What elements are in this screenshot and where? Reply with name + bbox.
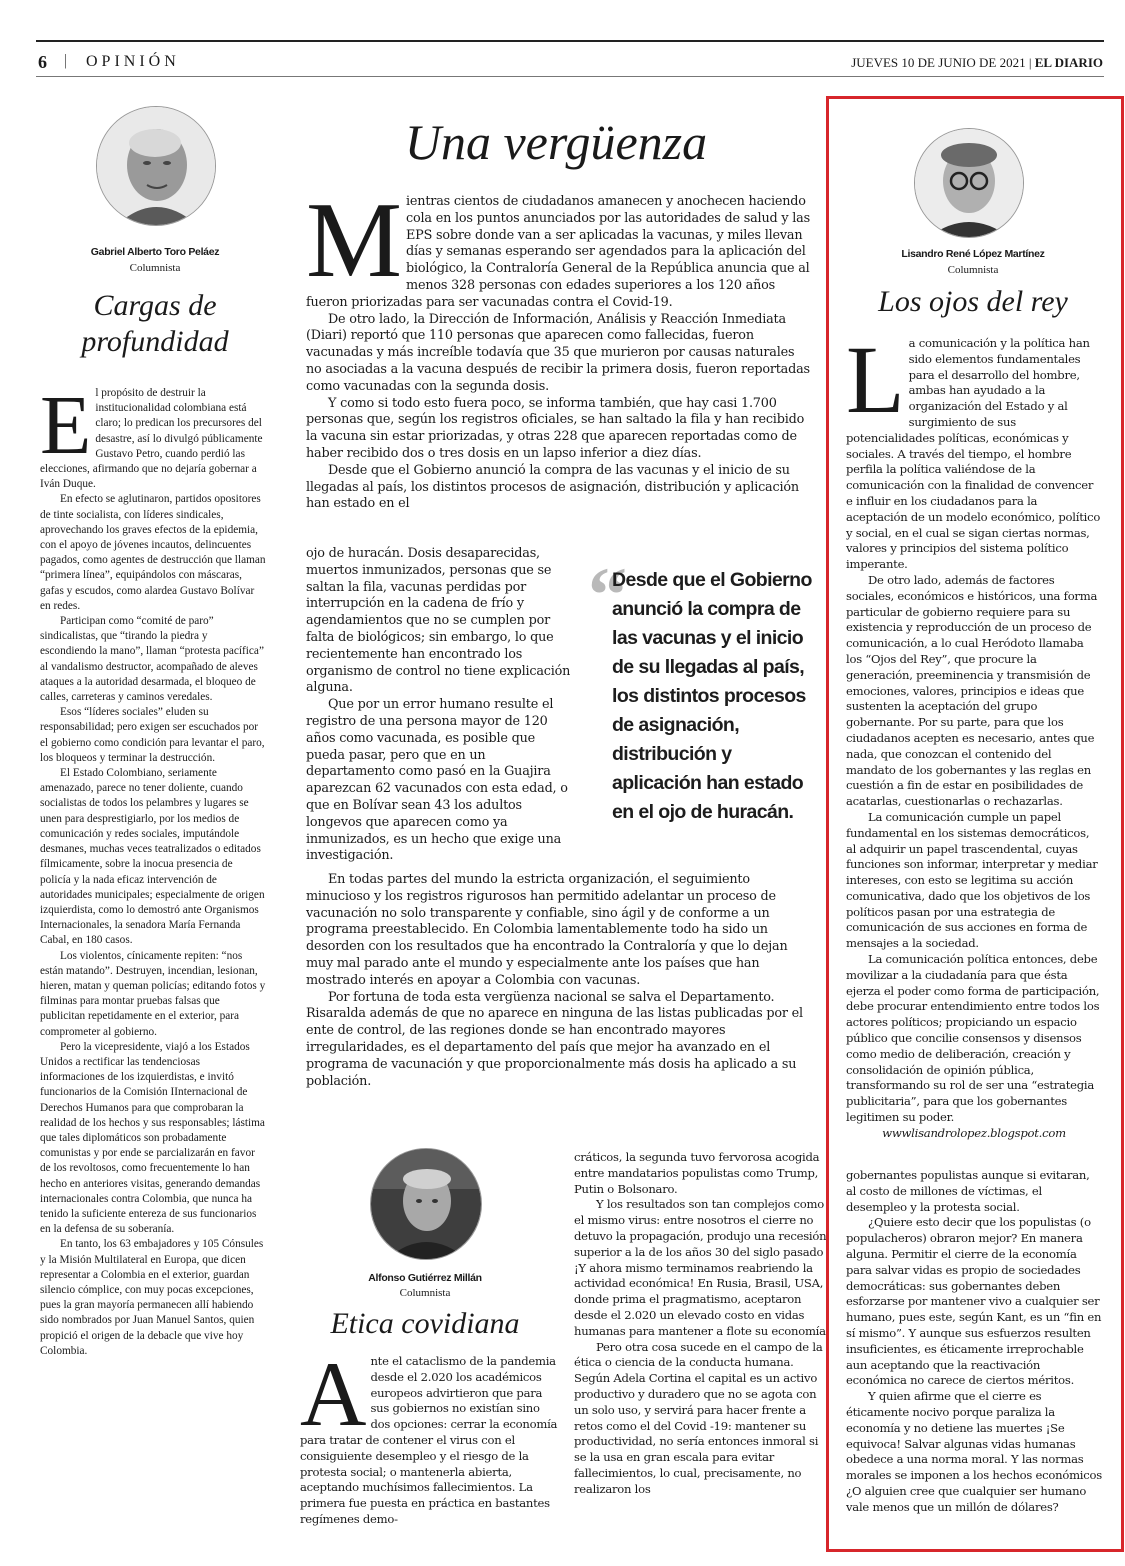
article-body-right (846, 326, 1102, 1142)
header-bottom-rule (36, 76, 1104, 77)
column-title-left: Cargas de profundidad (81, 289, 229, 358)
portrait-icon (371, 1149, 481, 1259)
header-top-rule (36, 40, 1104, 42)
paragraph: Participan como “comité de paro” sindicalistas, que “tirando la piedra y escondiendo la mano”, llaman “protesta pacífica” al vandalismo destructor, acompañado de aleves ataques a la autoridad desarmada, el bloqueo de calles, carreteras y caminos veredales. (40, 615, 264, 704)
quote-mark-icon: “ (588, 551, 627, 638)
dropcap-left: E (40, 379, 92, 472)
dateline: JUEVES 10 DE JUNIO DE 2021 | EL DIARIO (851, 55, 1103, 70)
paragraph: Y los resultados son tan complejos como el mismo virus: entre nosotros el cierre no detuvo la propagación, produjo una recesión superior a la de los años 30 del siglo pasado ¡Y ahora mismo terminamos reabriendo la actividad económica! En Rusia, Brasil, USA, donde prima el pragmatismo, aceptaron desde el 2.020 un elevado costo en vidas humanas para mantener a flote su economía. (574, 1197, 830, 1338)
article-body-main-end (306, 872, 812, 1090)
paragraph: En tanto, los 63 embajadores y 105 Cónsules y la Misión Multilateral en Europa, que dicen representar a Colombia en el exterior, guardan silencio cómplice, con muy pocas excepciones, pues la gran mayoría permanecen allí habiendo sido nombrados por Juan Manuel Santos, quien propició el origen de la debacle que vive hoy Colombia. (40, 1238, 264, 1357)
paragraph: ientras cientos de ciudadanos amanecen y anochecen haciendo cola en los puntos anunciados por las autoridades de salud y las EPS sobre donde van a ser aplicadas la vacunas, y miles llevan días y semanas esperando ser agendados para la aplicación del biológico, la Contraloría General de la República anuncia que al menos 328 personas con edades superiores a los 120 años fueron priorizadas para ser vacunadas contra el Covid-19. (306, 194, 810, 310)
article-body-main-narrow (306, 546, 572, 865)
paragraph: Pero otra cosa sucede en el campo de la ética o ciencia de la conducta humana. Según Adela Cortina el capital es un activo productivo y duradero que no se agota con un solo uso, y servirá para hacer frente a retos como el del Covid -19: mantener su productividad, no sería entonces inmoral si se la usa en gran escala para evitar fallecimientos, lo cual, precisamente, no realizaron los (574, 1339, 823, 1496)
paragraph: cráticos, la segunda tuvo fervorosa acogida entre mandatarios populistas como Trump, Putin o Bolsonaro. (574, 1150, 820, 1196)
article-title-main: Una vergüenza (404, 114, 708, 170)
section-name: OPINIÓN (86, 53, 180, 70)
paragraph: Pero la vicepresidente, viajó a los Estados Unidos a rectificar las tendenciosas informaciones de los izquierdistas, e invitó funcionarios de la Comisión IInternacional de Derechos Humanos para que comprobaran la realidad de los hechos y sus responsables; lástima que tales diplomáticos son probadamente comunistas y por ende se parcializarán en favor de los revoltosos, como frecuentemente lo han hecho en anteriores visitas, generando demandas internacionales contra Colombia, que nunca ha tenido la suficiente entereza de sus funcionarios en la defensa de su soberanía. (40, 1040, 265, 1236)
pullquote: Desde que el Gobierno anunció la compra de las vacunas y el inicio de su llegadas al país, los distintos procesos de asignación, distribución y aplicación han estado en el ojo de huracán. (612, 569, 812, 823)
paragraph: Esos “líderes sociales” eluden su responsabilidad; pero exigen ser escuchados por el gobierno como condición para levantar el paro, los bloqueos y terminar la destrucción. (40, 706, 265, 764)
paragraph: gobernantes populistas aunque si evitaran, al costo de millones de víctimas, el desempleo y la protesta social. (846, 1168, 1090, 1214)
author-photo-left (96, 106, 216, 226)
paragraph: El Estado Colombiano, seriamente amenazado, parece no tener doliente, cuando socialistas de todos los pelambres y lugares se unen para desprestigiarlo, por los medios de comunicación y redes sociales, imputándole desmanes, muchas veces teatralizados o editados fílmicamente, sobre la inocua presencia de policía y la nada eficaz intervención de autoridades municipales; especialmente de origen izquierdista, como lo demostró ante Organismos Internacionales, la senadora María Fernanda Cabal, en 180 casos. (40, 767, 265, 947)
paragraph: Y quien afirme que el cierre es éticamente nocivo porque paraliza la economía y no detiene las muertes ¡Se equivoca! Salvar algunas vidas humanas obedece a una norma moral. Y las normas morales se imponen a los hechos económicos ¿O alguien cree que cualquier ser humano vale menos que un millón de dólares? (846, 1389, 1102, 1514)
author-photo-bottom (370, 1148, 482, 1260)
dropcap-right: L (846, 326, 905, 433)
paragraph: Los violentos, cínicamente repiten: “nos están matando”. Destruyen, incendian, lesionan, hieren, matan y queman policías; editando fotos y filminas para montar pruebas falsas que publicitan repetidamente en el exterior, para comprometer al gobierno. (40, 949, 266, 1038)
article-body-left (40, 379, 266, 1359)
paragraph: Por fortuna de toda esta vergüenza nacional se salva el Departamento. Risaralda además de que no aparece en ninguna de las listas publicadas por el ente de control, de las regiones donde se han encontrado mayores irregularidades, es el departamento del país que mejor ha avanzado en el programa de vacunación y que proporcionalmente más dosis ha aplicado a su población. (306, 989, 803, 1089)
paragraph: ¿Quiere esto decir que los populistas (o populacheros) obraron mejor? En manera alguna. Permitir el cierre de la economía para salvar vidas es propio de sociedades democráticas: sus gobernantes deben esforzarse por mantener vivo a cualquier ser humano, pues este, según Kant, es un “fin en sí mismo”. Y aunque sus esfuerzos resulten insuficientes, es éticamente irreprochable aun aceptando que la reactivación económica no carece de ciertos méritos. (846, 1215, 1102, 1388)
article-title-bottom: Etica covidiana (330, 1307, 520, 1340)
author-name-bottom: Alfonso Gutiérrez Millán (368, 1272, 482, 1284)
author-role-left: Columnista (129, 262, 181, 274)
author-url[interactable]: wwwlisandrolopez.blogspot.com (882, 1125, 1066, 1140)
paragraph: La comunicación cumple un papel fundamental en los sistemas democráticos, al adquirir un papel trascendental, cuyas funciones son informar, interpretar y mediar intereses, con esto se legitima su acción comunicativa, dado que los objetivos de los políticos pasan por una estrategia de comunicación de sus acciones en forma de mensajes a la sociedad. (846, 809, 1098, 951)
header-separator: | (64, 52, 68, 69)
author-name-left: Gabriel Alberto Toro Peláez (90, 246, 220, 258)
paragraph: En efecto se aglutinaron, partidos opositores de tinte socialista, con líderes sindicales, aprovechando los graves efectos de la epidemia, con el apoyo de jóvenes incautos, delincuentes pagados, como agentes de destrucción que llaman “primera línea”, equipándolos con máscaras, gafas y escudos, como alardea Gustavo Bolívar en redes. (40, 493, 266, 612)
paragraph: ojo de huracán. Dosis desaparecidas, muertos inmunizados, personas que se saltan la fila, vacunas perdidas por interrupción en la cadena de frío y agendamientos que no se cumplen por falta de biológicos; sin embargo, lo que recientemente han encontrado los organismo de control no tiene explicación alguna. (306, 546, 571, 696)
dropcap-bottom: A (300, 1343, 367, 1445)
paragraph: En todas partes del mundo la estricta organización, el seguimiento minucioso y los registros rigurosos han permitido adelantar un proceso de vacunación no solo transparente y confiable, sino ágil y de conforme a un programa preestablecido. En Colombia lamentablemente todo ha sido un desorden con los resultados que ha encontrado la Contraloría y que lo dejan muy mal parado ante el mundo y especialmente ante los países que han mostrado interés en apoyar a Colombia con vacunas. (306, 872, 788, 988)
paragraph: De otro lado, la Dirección de Información, Análisis y Reacción Inmediata (Diari) reportó que 110 personas que aparecen como fallecidas, fueron vacunadas y más increíble todavía que 35 que murieron por causas naturales no asociadas a la vacuna después de recibir la primera dosis, fueron reportadas como vacunadas con la segunda dosis. (306, 311, 810, 394)
author-photo-right (914, 128, 1024, 238)
author-role-right: Columnista (947, 264, 999, 276)
paragraph: La comunicación política entonces, debe movilizar a la ciudadanía para que ésta ejerza el poder como forma de participación, debe procurar entendimiento entre todos los actores políticos; propiciando un espacio público que concilie consensos y disensos como medio de deliberación, creación y consolidación de opinión pública, transformando su rol de ser una “estrategia publicitaria”, para que los gobernantes legitimen su poder. (846, 952, 1100, 1125)
paragraph: a comunicación y la política han sido elementos fundamentales para el desarrollo del hombre, ambas han ayudado a la organización del Estado y al surgimiento de sus potencialidades políticas, económicas y sociales. A través del tiempo, el hombre perfila la política valiéndose de la comunicación con la finalidad de convencer e influir en los ciudadanos para la aceptación de un modelo económico, político y social, en el cual se sigan ciertas normas, valores y principios del sistema político imperante. (846, 336, 1101, 572)
article-body-main (306, 181, 812, 513)
author-name-right: Lisandro René López Martínez (901, 248, 1045, 260)
column-title-right: Los ojos del rey (878, 285, 1068, 318)
paragraph: Que por un error humano resulte el registro de una persona mayor de 120 años como vacunada, es posible que pueda pasar, pero que en un departamento como pasó en la Guajira aparezcan 62 vacunados con esta edad, o que en Bolívar sean 43 los adultos longevos que aparecen como ya inmunizados, es un hecho que exige una investigación. (306, 697, 568, 864)
author-role-bottom: Columnista (399, 1287, 451, 1299)
article-body-bottom-a (300, 1343, 562, 1528)
article-body-bottom-c (846, 1168, 1102, 1516)
paragraph: Desde que el Gobierno anunció la compra de las vacunas y el inicio de su llegadas al país, los distintos procesos de asignación, distribución y aplicación han estado en el (306, 462, 799, 512)
issue-date: JUEVES 10 DE JUNIO DE 2021 (851, 55, 1026, 70)
portrait-icon (915, 129, 1023, 237)
page-number: 6 (38, 52, 47, 72)
publication-name: EL DIARIO (1034, 55, 1103, 70)
paragraph: Y como si todo esto fuera poco, se informa también, que hay casi 1.700 personas que, según los registros oficiales, se han saltado la fila y han recibido la vacuna sin estar priorizadas, y otras 228 que aparecen reportadas como de haber recibido dos o tres dosis en un lapso inferior a diez días. (306, 395, 805, 461)
paragraph: l propósito de destruir la institucionalidad colombiana está claro; lo predican los precursores del desastre, así lo divulgó públicamente Gustavo Petro, cuando perdió las elecciones, afirmando que no dejaría gobernar a Iván Duque. (40, 387, 263, 491)
paragraph: De otro lado, además de factores sociales, económicos e históricos, una forma particular de gobierno requiere para su existencia y reproducción de un proceso de comunicación, a lo cual Heródoto llamaba los “Ojos del Rey”, que procure la generación, preeminencia y transmisión de emociones, valores, principios e ideas que sustenten la aceptación del grupo gobernante. Por su parte, para que los ciudadanos acepten es necesario, antes que nada, que conozcan el contenido del mandato de los gobernantes y las reglas en cuestión a fin de estar en posibilidades de acatarlas, cuestionarlas o rechazarlas. (846, 572, 1098, 809)
article-body-bottom-b (574, 1150, 830, 1498)
paragraph: nte el cataclismo de la pandemia desde el 2.020 los académicos europeos advirtieron que para sus gobiernos no existían sino dos opciones: cerrar la economía para tratar de contener el virus con el consiguiente desempleo y el riesgo de la protesta social; o mantenerla abierta, aceptando muchísimos fallecimientos. La primera fue puesta en práctica en bastantes regímenes demo- (300, 1354, 558, 1526)
portrait-icon (97, 107, 215, 225)
dropcap-main: M (306, 181, 403, 300)
